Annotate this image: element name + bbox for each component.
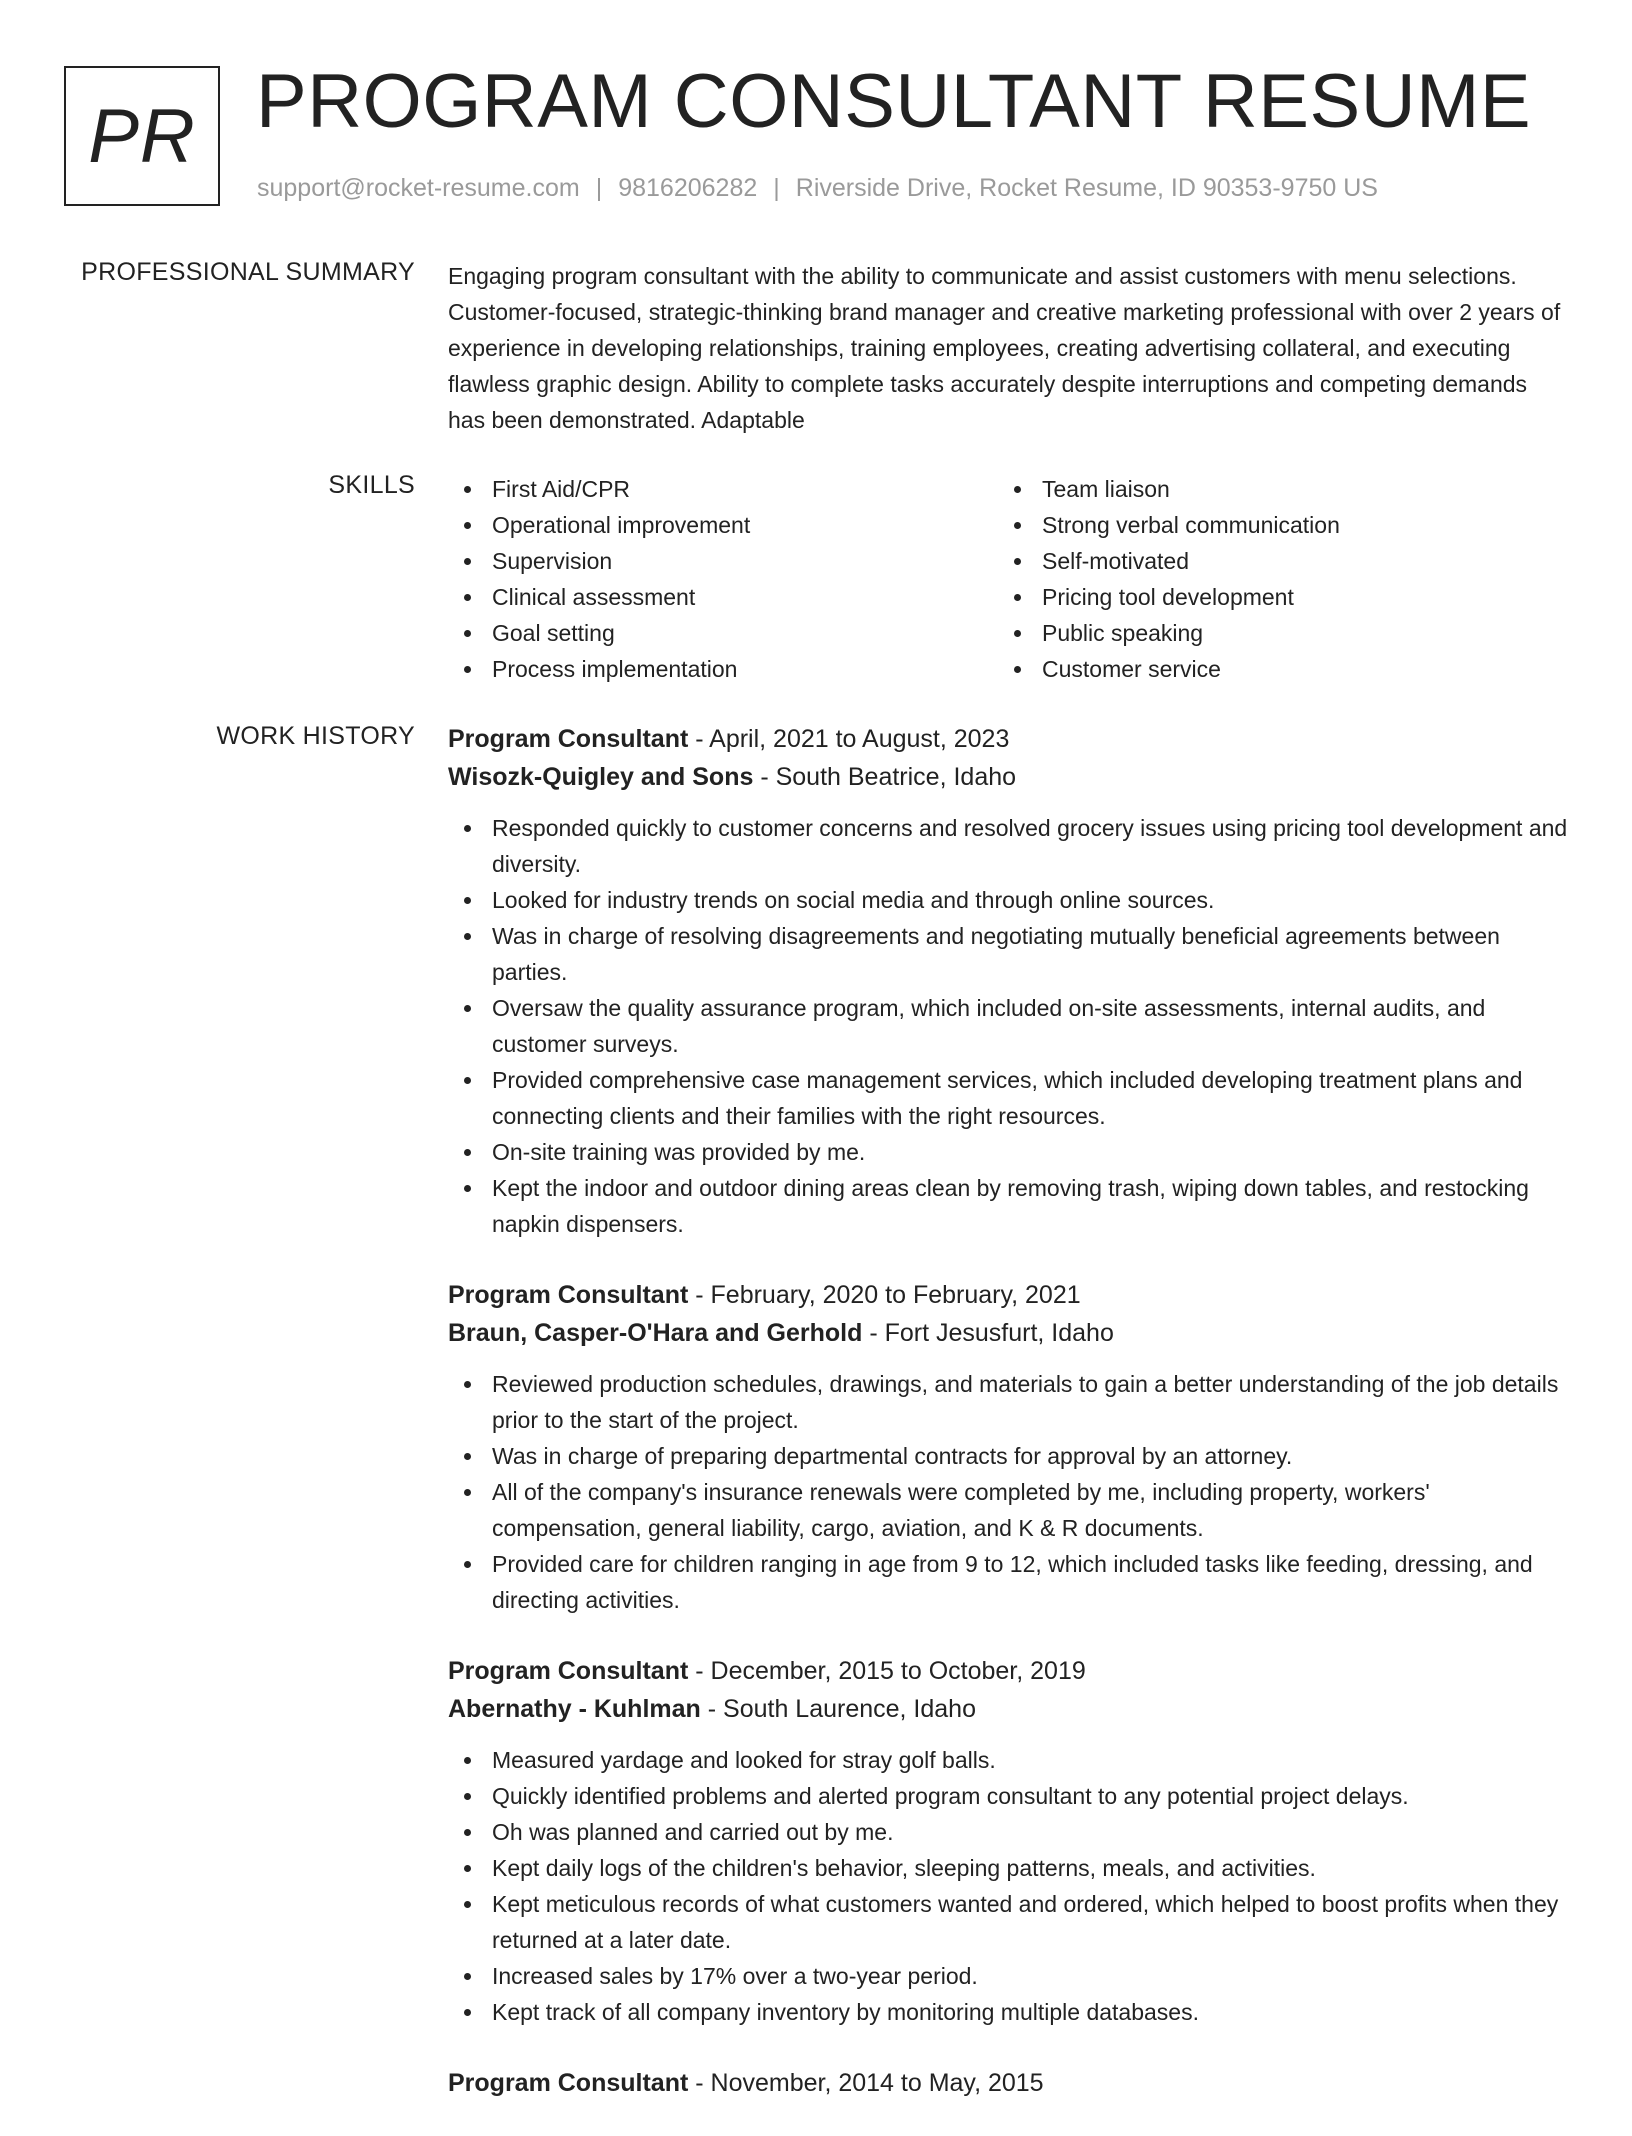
job-entry <box>448 1276 1570 1618</box>
skills-body <box>448 471 1570 687</box>
job-dates: February, 2020 to February, 2021 <box>710 1281 1081 1309</box>
work-body <box>448 720 1570 2136</box>
contact-separator: | <box>595 174 603 202</box>
skill-item: Supervision <box>448 543 998 579</box>
job-company-line <box>448 1690 1570 1728</box>
job-bullet: Kept track of all company inventory by monitoring multiple databases. <box>448 1994 1570 2030</box>
skills-column-left <box>448 471 998 687</box>
job-title-line <box>448 1652 1570 1690</box>
skill-item: Pricing tool development <box>998 579 1548 615</box>
job-bullet: Looked for industry trends on social media and through online sources. <box>448 882 1570 918</box>
skill-item: Process implementation <box>448 651 998 687</box>
job-title-line <box>448 720 1570 758</box>
contact-separator: | <box>773 174 780 202</box>
job-bullet: Kept meticulous records of what customers wanted and ordered, which helped to boost profits when they returned at a later date. <box>448 1886 1570 1958</box>
job-bullet: Kept the indoor and outdoor dining areas clean by removing trash, wiping down tables, and restocking napkin dispensers. <box>448 1170 1570 1242</box>
skill-item: Clinical assessment <box>448 579 998 615</box>
job-dates: November, 2014 to May, 2015 <box>710 2069 1044 2097</box>
job-company-line <box>448 1314 1570 1352</box>
job-bullet: Was in charge of resolving disagreements and negotiating mutually beneficial agreements between parties. <box>448 918 1570 990</box>
job-title: Program Consultant <box>448 725 689 753</box>
job-bullets <box>448 810 1570 1242</box>
skill-item: Operational improvement <box>448 507 998 543</box>
dash: - <box>688 1281 711 1309</box>
job-entry <box>448 720 1570 1242</box>
job-dates: December, 2015 to October, 2019 <box>710 1657 1086 1685</box>
skill-item: Self-motivated <box>998 543 1548 579</box>
job-bullet: Kept daily logs of the children's behavior, sleeping patterns, meals, and activities. <box>448 1850 1570 1886</box>
skill-item: Team liaison <box>998 471 1548 507</box>
job-title: Program Consultant <box>448 1657 689 1685</box>
job-bullet: All of the company's insurance renewals were completed by me, including property, workers' compensation, general liability, cargo, aviation, and K & R documents. <box>448 1474 1570 1546</box>
job-bullet: Was in charge of preparing departmental contracts for approval by an attorney. <box>448 1438 1570 1474</box>
job-title: Program Consultant <box>448 2069 689 2097</box>
contact-email: support@rocket-resume.com <box>257 174 580 202</box>
summary-label: PROFESSIONAL SUMMARY <box>81 258 415 286</box>
job-bullet: Reviewed production schedules, drawings, and materials to gain a better understanding of the job details prior to the start of the project. <box>448 1366 1570 1438</box>
job-entry <box>448 2064 1570 2102</box>
dash: - <box>688 2069 711 2097</box>
dash: - <box>753 763 776 791</box>
job-bullet: Quickly identified problems and alerted program consultant to any potential project delays. <box>448 1778 1570 1814</box>
job-bullet: On-site training was provided by me. <box>448 1134 1570 1170</box>
skills-grid <box>448 471 1570 687</box>
monogram: PR <box>64 66 220 206</box>
job-bullet: Responded quickly to customer concerns and resolved grocery issues using pricing tool development and diversity. <box>448 810 1570 882</box>
job-entry <box>448 1652 1570 2030</box>
dash: - <box>700 1695 724 1723</box>
job-bullet: Provided comprehensive case management services, which included developing treatment plans and connecting clients and their families with the right resources. <box>448 1062 1570 1134</box>
skills-label: SKILLS <box>328 471 415 499</box>
page-title: PROGRAM CONSULTANT RESUME <box>256 59 1532 144</box>
job-dates: April, 2021 to August, 2023 <box>709 725 1010 753</box>
job-company: Abernathy - Kuhlman <box>448 1695 701 1723</box>
contact-phone: 9816206282 <box>618 174 758 202</box>
job-location: South Laurence, Idaho <box>723 1695 976 1723</box>
job-bullet: Measured yardage and looked for stray golf balls. <box>448 1742 1570 1778</box>
dash: - <box>688 1657 711 1685</box>
job-company-line <box>448 758 1570 796</box>
skill-item: Customer service <box>998 651 1548 687</box>
job-bullets <box>448 1742 1570 2030</box>
job-location: Fort Jesusfurt, Idaho <box>884 1319 1114 1347</box>
work-label: WORK HISTORY <box>216 722 415 750</box>
job-company: Braun, Casper-O'Hara and Gerhold <box>448 1319 863 1347</box>
skills-column-right <box>998 471 1548 687</box>
contact-line <box>257 174 1378 203</box>
job-bullet: Oversaw the quality assurance program, which included on-site assessments, internal audits, and customer surveys. <box>448 990 1570 1062</box>
job-title-line <box>448 1276 1570 1314</box>
dash: - <box>688 725 710 753</box>
job-bullet: Increased sales by 17% over a two-year period. <box>448 1958 1570 1994</box>
skill-item: Goal setting <box>448 615 998 651</box>
skill-item: First Aid/CPR <box>448 471 998 507</box>
job-company: Wisozk-Quigley and Sons <box>448 763 754 791</box>
job-title-line <box>448 2064 1570 2102</box>
skill-item: Public speaking <box>998 615 1548 651</box>
job-bullet: Provided care for children ranging in age from 9 to 12, which included tasks like feeding, dressing, and directing activities. <box>448 1546 1570 1618</box>
summary-text: Engaging program consultant with the ability to communicate and assist customers with menu selections. Customer-focused, strategic-thinking brand manager and creative marketing professional with over 2 years of experience in developing relationships, training employees, creating advertising collateral, and executing flawless graphic design. Ability to complete tasks accurately despite interruptions and competing demands has been demonstrated. Adaptable <box>448 263 1561 433</box>
dash: - <box>862 1319 885 1347</box>
job-bullet: Oh was planned and carried out by me. <box>448 1814 1570 1850</box>
skill-item: Strong verbal communication <box>998 507 1548 543</box>
contact-address: Riverside Drive, Rocket Resume, ID 90353-9750 US <box>795 174 1378 202</box>
job-title: Program Consultant <box>448 1281 689 1309</box>
summary-body <box>448 258 1570 438</box>
job-location: South Beatrice, Idaho <box>775 763 1017 791</box>
job-bullets <box>448 1366 1570 1618</box>
